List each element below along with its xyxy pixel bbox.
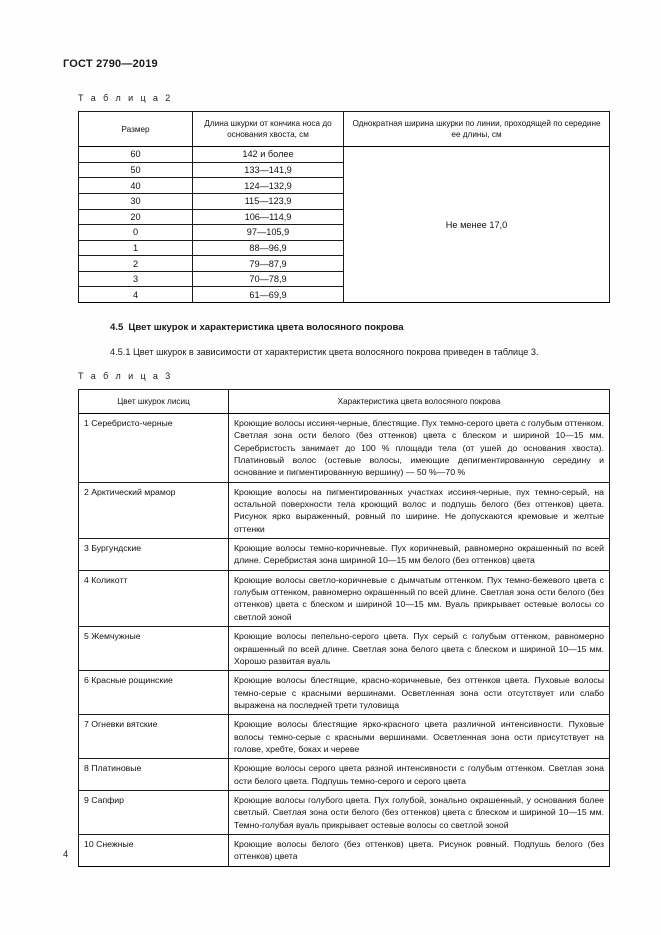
table-row bbox=[79, 627, 610, 671]
table-row bbox=[79, 570, 610, 626]
table-2-header-width: Однократная ширина шкурки по линии, проходящей по середине ее длины, см bbox=[344, 112, 610, 147]
table-2-cell-size: 3 bbox=[79, 271, 193, 287]
table-2-cell-size: 2 bbox=[79, 256, 193, 272]
table-3-cell-fox-name: 1 Серебристо-черные bbox=[79, 414, 229, 483]
table-3-cell-fox-name: 7 Огневки вятские bbox=[79, 715, 229, 759]
table-2-caption: Т а б л и ц а 2 bbox=[78, 93, 173, 103]
table-row bbox=[79, 414, 610, 483]
table-2-cell-size: 30 bbox=[79, 193, 193, 209]
table-3-cell-description: Кроющие волосы темно-коричневые. Пух коричневый, равномерно окрашенный по всей длине. Серебристая зона шириной 10—15 мм белого (без оттенков) цвета bbox=[229, 539, 610, 571]
table-row bbox=[79, 759, 610, 791]
table-2-header-row bbox=[79, 112, 610, 147]
table-2-cell-length: 97—105,9 bbox=[193, 225, 344, 241]
section-number: 4.5 bbox=[110, 322, 124, 333]
table-3-cell-description: Кроющие волосы голубого цвета. Пух голубой, зонально окрашенный, у основания более светлый. Светлая зона ости белого (без оттенков) цвета с блеском и шириной 10—15 мм. Темно-голубая вуаль прикрывает остевые волосы со светлой зоной bbox=[229, 790, 610, 834]
table-2-cell-size: 40 bbox=[79, 178, 193, 194]
table-2-cell-length: 79—87,9 bbox=[193, 256, 344, 272]
table-2-cell-size: 50 bbox=[79, 162, 193, 178]
table-2-cell-width-merged: Не менее 17,0 bbox=[344, 147, 610, 303]
table-3-header-name: Цвет шкурок лисиц bbox=[79, 390, 229, 414]
table-3-cell-description: Кроющие волосы светло-коричневые с дымчатым оттенком. Пух темно-бежевого цвета с голубым оттенком, равномерно окрашенный по всей длине. Светлая зона ости белого (без оттенков) цвета с блеском и шириной 10—15 мм. Вуаль прикрывает остевые волосы со светлой зоной bbox=[229, 570, 610, 626]
table-2-cell-size: 0 bbox=[79, 225, 193, 241]
section-title: Цвет шкурок и характеристика цвета волосяного покрова bbox=[128, 322, 404, 333]
table-row bbox=[79, 715, 610, 759]
table-3-cell-description: Кроющие волосы иссиня-черные, блестящие. Пух темно-серого цвета с голубым оттенком. Светлая зона ости белого (без оттенков) цвета с блеском и шириной 10—15 мм. Серебристость занимает до 100 % площади тела (от ушей до основания хвоста). Платиновый волос (остевые волосы, имеющие депигментированную середину и основание и пигментированную вершину) — 50 %—70 % bbox=[229, 414, 610, 483]
table-3-caption: Т а б л и ц а 3 bbox=[78, 371, 173, 381]
table-2-cell-length: 133—141,9 bbox=[193, 162, 344, 178]
table-3 bbox=[78, 389, 610, 867]
table-3-cell-fox-name: 10 Снежные bbox=[79, 834, 229, 866]
table-3-header-row bbox=[79, 390, 610, 414]
table-2-cell-length: 115—123,9 bbox=[193, 193, 344, 209]
table-2-header-length: Длина шкурки от кончика носа до основания хвоста, см bbox=[193, 112, 344, 147]
table-3-cell-fox-name: 5 Жемчужные bbox=[79, 627, 229, 671]
table-row bbox=[79, 834, 610, 866]
table-3-cell-description: Кроющие волосы на пигментированных участках иссиня-черные, пух темно-серый, на остальной поверхности тела кроющий волос и подпушь белого (без оттенков) цвета. Рисунок ярко выраженный, ровный по ширине. Не допускаются кремовые и желтые оттенки bbox=[229, 482, 610, 538]
table-2-cell-length: 88—96,9 bbox=[193, 240, 344, 256]
table-2-cell-length: 106—114,9 bbox=[193, 209, 344, 225]
table-3-cell-fox-name: 8 Платиновые bbox=[79, 759, 229, 791]
table-row bbox=[79, 147, 610, 163]
standard-number-header: ГОСТ 2790—2019 bbox=[63, 58, 158, 70]
table-3-cell-fox-name: 2 Арктический мрамор bbox=[79, 482, 229, 538]
table-2-cell-size: 20 bbox=[79, 209, 193, 225]
table-3-header-description: Характеристика цвета волосяного покрова bbox=[229, 390, 610, 414]
table-3-cell-fox-name: 4 Коликотт bbox=[79, 570, 229, 626]
table-row bbox=[79, 671, 610, 715]
table-2 bbox=[78, 111, 610, 303]
table-row bbox=[79, 482, 610, 538]
table-3-cell-fox-name: 9 Сапфир bbox=[79, 790, 229, 834]
table-3-cell-description: Кроющие волосы серого цвета разной интенсивности с голубым оттенком. Светлая зона ости белого цвета. Подпушь темно-серого и серого цвета bbox=[229, 759, 610, 791]
table-3-cell-fox-name: 3 Бургундские bbox=[79, 539, 229, 571]
table-3-cell-description: Кроющие волосы блестящие ярко-красного цвета различной интенсивности. Пуховые волосы темно-серые с красными вершинами. Осветленная зона ости присутствует на голове, хребте, боках и череве bbox=[229, 715, 610, 759]
table-2-header-size: Размер bbox=[79, 112, 193, 147]
table-2-cell-size: 60 bbox=[79, 147, 193, 163]
table-3-cell-description: Кроющие волосы белого (без оттенков) цвета. Рисунок ровный. Подпушь белого (без оттенков) цвета bbox=[229, 834, 610, 866]
section-heading bbox=[110, 322, 404, 333]
table-row bbox=[79, 790, 610, 834]
table-3-cell-description: Кроющие волосы блестящие, красно-коричневые, без оттенков цвета. Пуховые волосы темно-серые с красными вершинами. Осветленная зона ости отсутствует или слабо выражена на последней трети туловища bbox=[229, 671, 610, 715]
table-row bbox=[79, 539, 610, 571]
table-2-cell-size: 4 bbox=[79, 287, 193, 303]
section-paragraph: 4.5.1 Цвет шкурок в зависимости от характеристик цвета волосяного покрова приведен в таблице 3. bbox=[110, 347, 539, 357]
table-2-cell-size: 1 bbox=[79, 240, 193, 256]
page-number: 4 bbox=[63, 848, 69, 859]
table-3-cell-fox-name: 6 Красные рощинские bbox=[79, 671, 229, 715]
table-2-cell-length: 61—69,9 bbox=[193, 287, 344, 303]
table-2-cell-length: 142 и более bbox=[193, 147, 344, 163]
table-3-cell-description: Кроющие волосы пепельно-серого цвета. Пух серый с голубым оттенком, равномерно окрашенный по всей длине. Светлая зона белого цвета с блеском и шириной 10—15 мм. Хорошо развитая вуаль bbox=[229, 627, 610, 671]
table-2-cell-length: 70—78,9 bbox=[193, 271, 344, 287]
table-2-cell-length: 124—132,9 bbox=[193, 178, 344, 194]
